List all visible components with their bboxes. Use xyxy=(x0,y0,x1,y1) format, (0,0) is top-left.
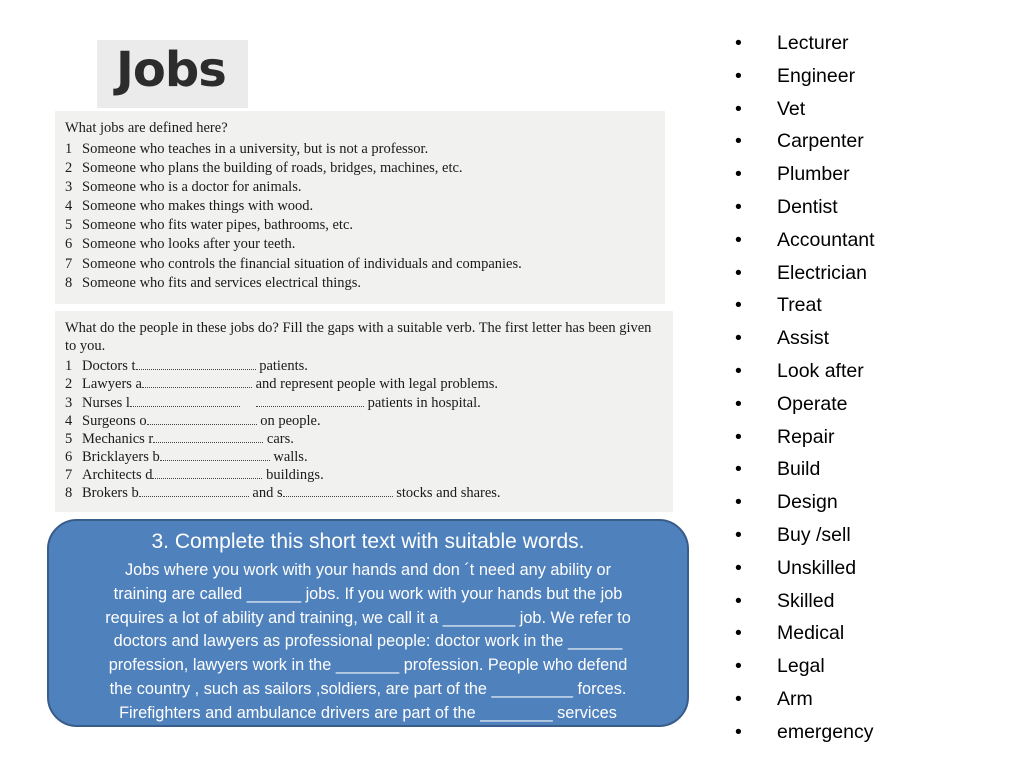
bullet-icon: • xyxy=(735,32,742,54)
exercise-2-panel xyxy=(55,311,673,512)
list-item-label: Engineer xyxy=(777,64,856,87)
bullet-icon: • xyxy=(735,589,742,612)
page-title: Jobs xyxy=(116,42,226,98)
bullet-icon: • xyxy=(735,687,742,710)
list-item xyxy=(735,161,875,194)
answer-gap xyxy=(153,432,263,443)
item-number: 6 xyxy=(65,449,73,465)
item-text: patients. xyxy=(255,358,308,374)
list-item xyxy=(735,522,875,555)
exercise-2-item xyxy=(65,413,321,430)
answer-gap xyxy=(152,468,262,479)
list-item-label: Vet xyxy=(777,97,806,120)
item-number: 4 xyxy=(65,198,73,214)
list-item-label: Electrician xyxy=(777,261,867,284)
bullet-icon: • xyxy=(735,97,742,120)
list-item-label: Treat xyxy=(777,294,822,317)
item-number: 5 xyxy=(65,431,73,447)
item-text: Someone who controls the financial situation of individuals and companies. xyxy=(82,256,522,272)
text-line: Jobs where you work with your hands and don ´t need any ability or xyxy=(125,561,611,579)
bullet-icon: • xyxy=(735,64,742,87)
list-item-label: Design xyxy=(777,491,838,514)
list-item xyxy=(735,391,875,424)
bullet-icon: • xyxy=(735,195,742,218)
bullet-icon: • xyxy=(735,458,742,481)
exercise-1-item xyxy=(65,198,313,215)
list-item xyxy=(735,292,875,325)
list-item-label: Carpenter xyxy=(777,130,864,153)
list-item-label: emergency xyxy=(777,720,874,743)
bullet-icon: • xyxy=(735,294,742,317)
answer-gap xyxy=(160,450,270,461)
list-item xyxy=(735,128,875,161)
item-number: 7 xyxy=(65,467,73,483)
exercise-1-item xyxy=(65,141,428,158)
list-item xyxy=(735,555,875,588)
exercise-2-item xyxy=(65,467,324,484)
item-number: 8 xyxy=(65,275,73,291)
text-line: training are called ______ jobs. If you work with your hands but the job xyxy=(113,584,623,603)
item-number: 1 xyxy=(65,358,73,374)
list-item-label: Lecturer xyxy=(777,32,849,54)
list-item xyxy=(735,588,875,621)
list-item xyxy=(735,653,875,686)
answer-gap xyxy=(256,396,364,407)
list-item-label: Accountant xyxy=(777,228,875,251)
list-item xyxy=(735,194,875,227)
item-text: Someone who makes things with wood. xyxy=(82,198,314,214)
bullet-icon: • xyxy=(735,655,742,678)
list-item-label: Skilled xyxy=(777,589,835,612)
exercise-1-panel xyxy=(55,111,665,304)
item-text: Someone who is a doctor for animals. xyxy=(82,179,302,195)
exercise-1-item xyxy=(65,217,353,234)
answer-gap xyxy=(136,359,256,370)
item-text: Someone who fits water pipes, bathrooms, etc. xyxy=(82,217,354,233)
list-item-label: Arm xyxy=(777,687,813,710)
text-line: requires a lot of ability and training, we call it a ________ job. We refer to xyxy=(105,608,631,627)
item-number: 2 xyxy=(65,376,73,392)
item-text: Doctors t xyxy=(82,358,136,374)
title-image xyxy=(97,40,248,108)
text-line: doctors and lawyers as professional people: doctor work in the ______ xyxy=(113,632,623,651)
item-text: Surgeons o xyxy=(82,413,147,429)
bullet-icon: • xyxy=(735,359,742,382)
list-item xyxy=(735,686,875,719)
item-text: and represent people with legal problems. xyxy=(251,376,499,392)
list-item-label: Look after xyxy=(777,359,864,382)
item-number: 5 xyxy=(65,217,73,233)
list-item-label: Assist xyxy=(777,327,830,350)
bullet-icon: • xyxy=(735,523,742,546)
list-item xyxy=(735,424,875,457)
list-item-label: Legal xyxy=(777,655,825,678)
list-item-label: Unskilled xyxy=(777,556,857,579)
bullet-icon: • xyxy=(735,261,742,284)
item-text: Mechanics r xyxy=(82,431,154,447)
list-item xyxy=(735,63,875,96)
item-number: 8 xyxy=(65,485,73,501)
answer-gap xyxy=(139,486,249,497)
bullet-icon: • xyxy=(735,491,742,514)
item-text: Someone who plans the building of roads, bridges, machines, etc. xyxy=(82,160,463,176)
exercise-2-heading: What do the people in these jobs do? Fill the gaps with a suitable verb. The first letter has been given to you. xyxy=(65,320,652,354)
exercise-1-item xyxy=(65,160,463,177)
list-item xyxy=(735,620,875,653)
exercise-1-item xyxy=(65,236,295,253)
bullet-icon: • xyxy=(735,228,742,251)
exercise-2-item xyxy=(65,358,308,375)
text-line: profession, lawyers work in the _______ profession. People who defend xyxy=(108,656,628,675)
item-text: Bricklayers b xyxy=(82,449,160,465)
item-number: 6 xyxy=(65,236,73,252)
exercise-2-item xyxy=(65,485,501,502)
item-text: Lawyers a xyxy=(82,376,142,392)
item-text: patients in hospital. xyxy=(363,395,481,411)
list-item xyxy=(735,489,875,522)
list-item-label: Buy /sell xyxy=(777,523,851,546)
exercise-3-box xyxy=(47,519,689,727)
list-item xyxy=(735,325,875,358)
exercise-1-item xyxy=(65,179,301,196)
list-item xyxy=(735,719,875,752)
item-text: Someone who fits and services electrical things. xyxy=(82,275,362,291)
item-text: Brokers b xyxy=(82,485,139,501)
list-item xyxy=(735,358,875,391)
item-number: 3 xyxy=(65,395,73,411)
bullet-icon: • xyxy=(735,622,742,645)
bullet-icon: • xyxy=(735,392,742,415)
bullet-icon: • xyxy=(735,130,742,153)
item-text: buildings. xyxy=(262,467,324,483)
list-item-label: Medical xyxy=(777,622,845,645)
list-item-label: Operate xyxy=(777,392,848,415)
list-item xyxy=(735,260,875,293)
item-text: Architects d xyxy=(82,467,153,483)
list-item-label: Build xyxy=(777,458,821,481)
word-bank-list xyxy=(735,30,875,752)
exercise-1-item xyxy=(65,275,361,292)
bullet-icon: • xyxy=(735,556,742,579)
answer-gap xyxy=(142,377,252,388)
bullet-icon: • xyxy=(735,327,742,350)
text-line: Firefighters and ambulance drivers are part of the ________ services xyxy=(119,703,617,722)
exercise-2-item xyxy=(65,449,308,466)
list-item xyxy=(735,456,875,489)
exercise-1-item xyxy=(65,256,522,273)
list-item-label: Repair xyxy=(777,425,835,448)
item-text: Nurses l xyxy=(82,395,130,411)
exercise-3-heading: 3. Complete this short text with suitable words. xyxy=(151,530,585,553)
item-text: cars. xyxy=(263,431,294,447)
item-number: 1 xyxy=(65,141,73,157)
list-item-label: Dentist xyxy=(777,195,838,218)
exercise-2-item xyxy=(65,395,481,412)
exercise-2-item xyxy=(65,431,294,448)
item-text: walls. xyxy=(269,449,308,465)
exercise-2-item xyxy=(65,376,498,393)
item-number: 2 xyxy=(65,160,73,176)
list-item xyxy=(735,30,875,63)
bullet-icon: • xyxy=(735,163,742,186)
item-text: Someone who looks after your teeth. xyxy=(82,236,296,252)
item-text: and s xyxy=(248,485,283,501)
exercise-3-text xyxy=(61,559,675,726)
item-number: 7 xyxy=(65,256,73,272)
answer-gap xyxy=(283,486,393,497)
bullet-icon: • xyxy=(735,425,742,448)
text-line: the country , such as sailors ,soldiers, are part of the _________ forces. xyxy=(109,679,627,698)
item-text: on people. xyxy=(256,413,321,429)
answer-gap xyxy=(147,414,257,425)
item-number: 4 xyxy=(65,413,73,429)
list-item xyxy=(735,96,875,129)
item-number: 3 xyxy=(65,179,73,195)
answer-gap xyxy=(130,396,240,407)
list-item xyxy=(735,227,875,260)
item-text: stocks and shares. xyxy=(392,485,501,501)
list-item-label: Plumber xyxy=(777,163,850,186)
exercise-1-heading: What jobs are defined here? xyxy=(65,120,228,136)
bullet-icon: • xyxy=(735,720,742,743)
item-text: Someone who teaches in a university, but is not a professor. xyxy=(82,141,429,157)
